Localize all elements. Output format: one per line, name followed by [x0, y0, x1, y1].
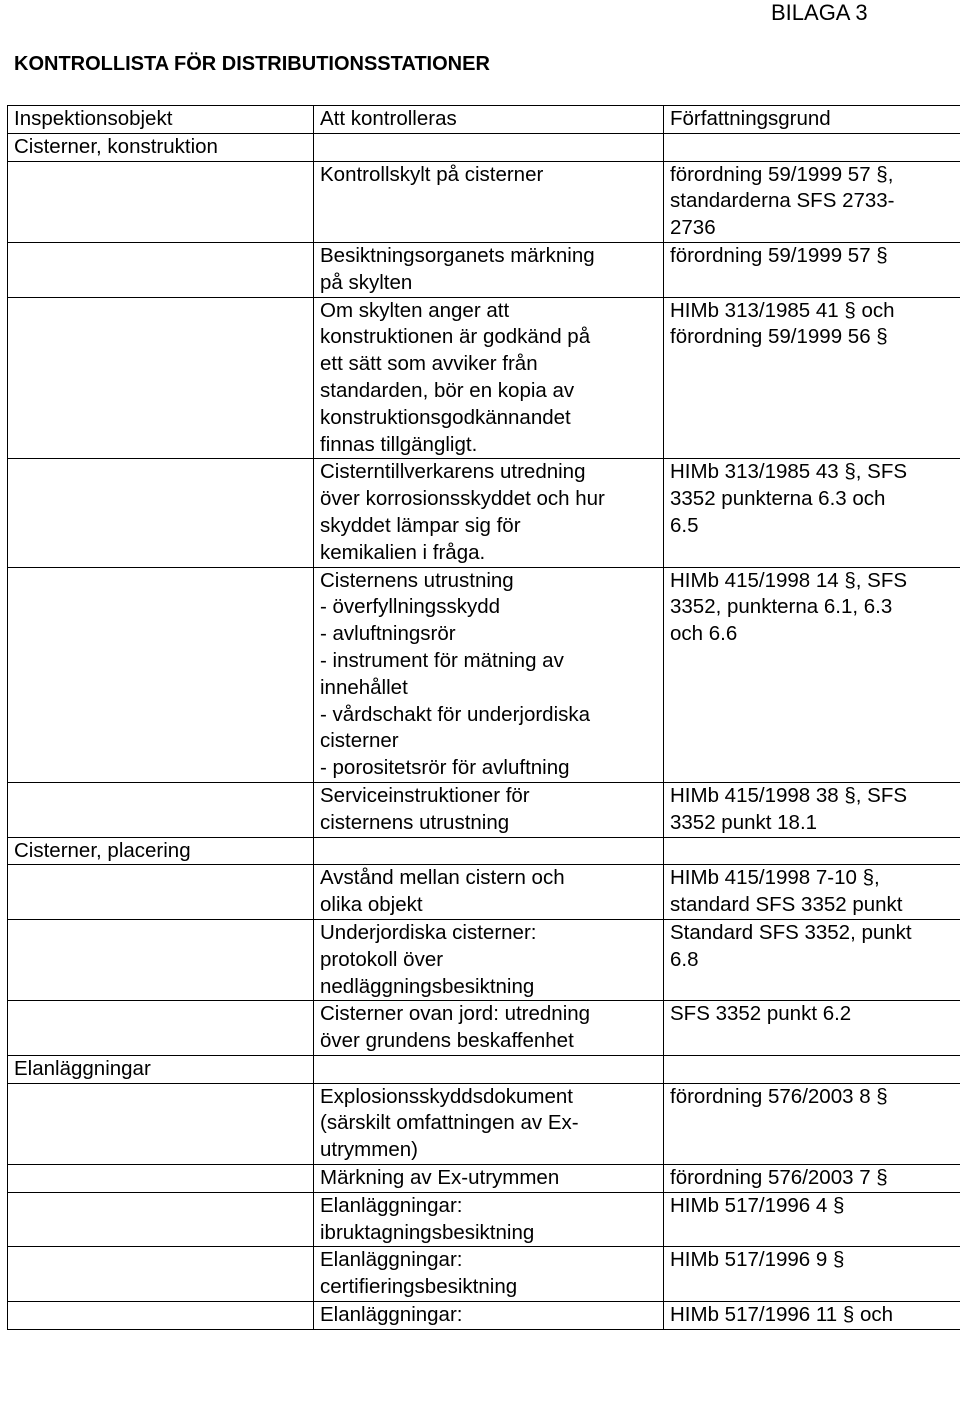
check-item-cell: Elanläggningar: certifieringsbesiktning	[314, 1247, 664, 1302]
table-row	[8, 782, 960, 837]
check-item-cell: Elanläggningar:	[314, 1302, 664, 1330]
inspection-object-cell: Cisterner, konstruktion	[8, 133, 314, 161]
legal-basis-cell	[664, 1055, 960, 1083]
inspection-object-cell	[8, 1083, 314, 1164]
check-item-cell: Avstånd mellan cistern och olika objekt	[314, 865, 664, 920]
legal-basis-cell: HIMb 415/1998 7-10 §, standard SFS 3352 punkt	[664, 865, 960, 920]
table-row	[8, 161, 960, 242]
check-item-cell	[314, 1055, 664, 1083]
table-row	[8, 297, 960, 459]
inspection-object-cell	[8, 1165, 314, 1193]
check-item-cell: Explosionsskyddsdokument (särskilt omfattningen av Ex- utrymmen)	[314, 1083, 664, 1164]
table-row	[8, 459, 960, 567]
table-row	[8, 1001, 960, 1056]
inspection-object-cell	[8, 459, 314, 567]
table-header-row	[8, 106, 960, 134]
inspection-object-cell	[8, 782, 314, 837]
inspection-object-cell: Elanläggningar	[8, 1055, 314, 1083]
page-title: KONTROLLISTA FÖR DISTRIBUTIONSSTATIONER	[14, 53, 490, 75]
inspection-object-cell	[8, 1247, 314, 1302]
section-row	[8, 133, 960, 161]
legal-basis-cell: HIMb 517/1996 9 §	[664, 1247, 960, 1302]
legal-basis-cell: HIMb 415/1998 38 §, SFS 3352 punkt 18.1	[664, 782, 960, 837]
check-item-cell: Besiktningsorganets märkning på skylten	[314, 242, 664, 297]
inspection-object-cell	[8, 1302, 314, 1330]
inspection-object-cell: Cisterner, placering	[8, 837, 314, 865]
inspection-object-cell	[8, 242, 314, 297]
inspection-object-cell	[8, 919, 314, 1000]
check-item-cell: Märkning av Ex-utrymmen	[314, 1165, 664, 1193]
check-item-cell	[314, 837, 664, 865]
table-row	[8, 1192, 960, 1247]
inspection-object-cell	[8, 1192, 314, 1247]
inspection-object-cell	[8, 1001, 314, 1056]
legal-basis-cell: förordning 576/2003 8 §	[664, 1083, 960, 1164]
check-item-cell: Serviceinstruktioner för cisternens utrustning	[314, 782, 664, 837]
legal-basis-cell: HIMb 313/1985 43 §, SFS 3352 punkterna 6.3 och 6.5	[664, 459, 960, 567]
table-row	[8, 1302, 960, 1330]
table-row	[8, 242, 960, 297]
check-item-cell: Cisternens utrustning - överfyllningsskydd - avluftningsrör - instrument för mätning av innehållet - vårdschakt för underjordiska cisterner - porositetsrör för avluftning	[314, 567, 664, 782]
check-item-cell	[314, 133, 664, 161]
checklist-table	[7, 105, 960, 1330]
inspection-object-cell	[8, 567, 314, 782]
inspection-object-cell	[8, 865, 314, 920]
column-header-check: Att kontrolleras	[314, 106, 664, 134]
legal-basis-cell: HIMb 415/1998 14 §, SFS 3352, punkterna 6.1, 6.3 och 6.6	[664, 567, 960, 782]
legal-basis-cell: HIMb 313/1985 41 § och förordning 59/1999 56 §	[664, 297, 960, 459]
check-item-cell: Om skylten anger att konstruktionen är godkänd på ett sätt som avviker från standarden, bör en kopia av konstruktionsgodkännandet finnas tillgängligt.	[314, 297, 664, 459]
column-header-legal-basis: Författningsgrund	[664, 106, 960, 134]
section-row	[8, 837, 960, 865]
inspection-object-cell	[8, 161, 314, 242]
legal-basis-cell	[664, 837, 960, 865]
legal-basis-cell: förordning 576/2003 7 §	[664, 1165, 960, 1193]
check-item-cell: Underjordiska cisterner: protokoll över nedläggningsbesiktning	[314, 919, 664, 1000]
check-item-cell: Cisterner ovan jord: utredning över grundens beskaffenhet	[314, 1001, 664, 1056]
check-item-cell: Cisterntillverkarens utredning över korrosionsskyddet och hur skyddet lämpar sig för kemikalien i fråga.	[314, 459, 664, 567]
legal-basis-cell: HIMb 517/1996 4 §	[664, 1192, 960, 1247]
check-item-cell: Elanläggningar: ibruktagningsbesiktning	[314, 1192, 664, 1247]
table-row	[8, 865, 960, 920]
section-row	[8, 1055, 960, 1083]
inspection-object-cell	[8, 297, 314, 459]
attachment-label: BILAGA 3	[771, 0, 868, 25]
legal-basis-cell: Standard SFS 3352, punkt 6.8	[664, 919, 960, 1000]
legal-basis-cell: SFS 3352 punkt 6.2	[664, 1001, 960, 1056]
column-header-object: Inspektionsobjekt	[8, 106, 314, 134]
legal-basis-cell	[664, 133, 960, 161]
table-row	[8, 1165, 960, 1193]
check-item-cell: Kontrollskylt på cisterner	[314, 161, 664, 242]
legal-basis-cell: HIMb 517/1996 11 § och	[664, 1302, 960, 1330]
table-row	[8, 919, 960, 1000]
legal-basis-cell: förordning 59/1999 57 §, standarderna SFS 2733- 2736	[664, 161, 960, 242]
table-row	[8, 1247, 960, 1302]
table-row	[8, 1083, 960, 1164]
table-row	[8, 567, 960, 782]
legal-basis-cell: förordning 59/1999 57 §	[664, 242, 960, 297]
